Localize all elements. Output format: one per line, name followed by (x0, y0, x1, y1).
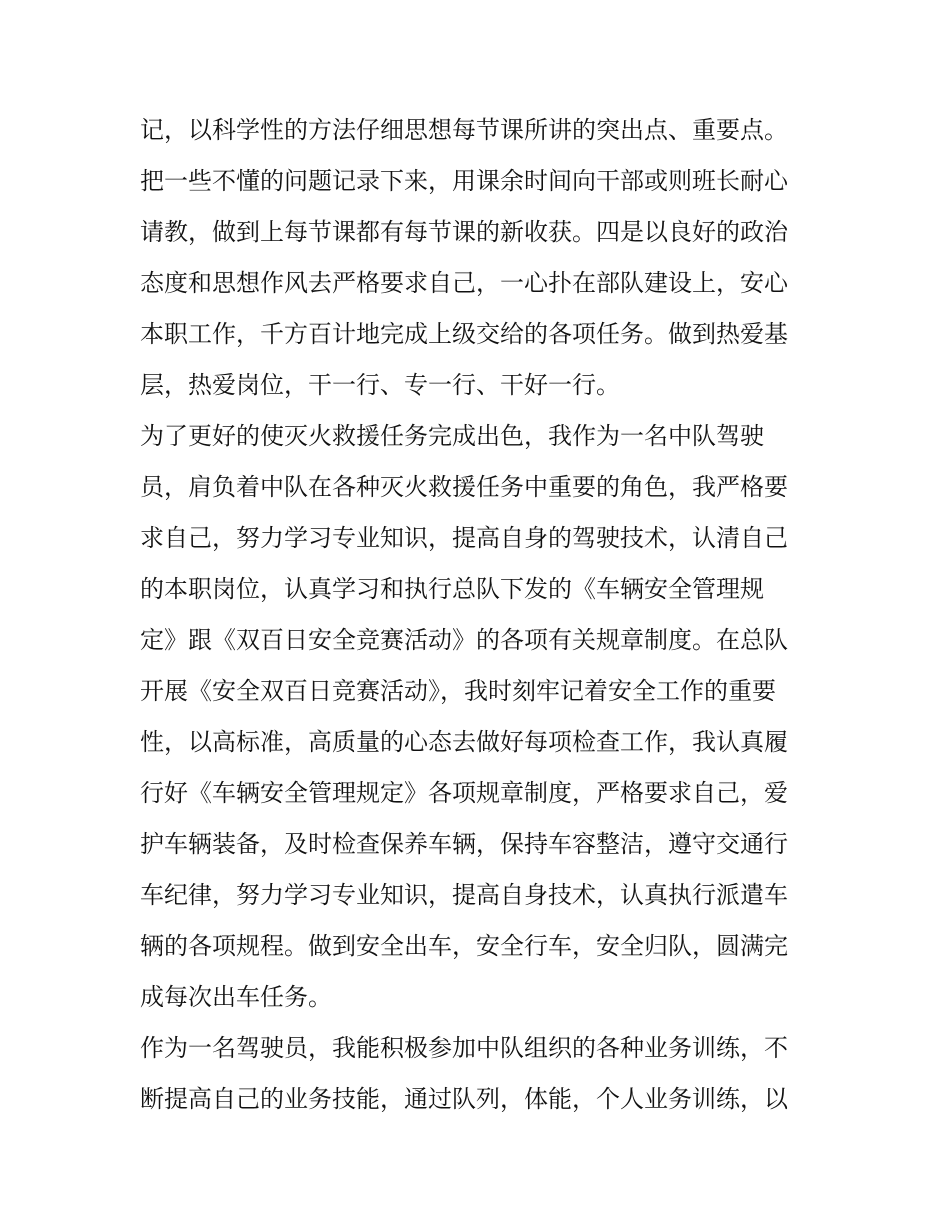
text-line: 断提高自己的业务技能，通过队列，体能，个人业务训练，以 (140, 1085, 788, 1113)
text-line: 辆的各项规程。做到安全出车，安全行车，安全归队，圆满完 (140, 932, 788, 960)
text-line: 层，热爱岗位，干一行、专一行、干好一行。 (140, 371, 620, 399)
text-line: 作为一名驾驶员，我能积极参加中队组织的各种业务训练，不 (140, 1034, 788, 1062)
body-text (140, 105, 820, 1125)
text-line: 行好《车辆安全管理规定》各项规章制度，严格要求自己，爱 (140, 779, 788, 807)
text-line: 车纪律，努力学习专业知识，提高自身技术，认真执行派遣车 (140, 881, 788, 909)
text-line: 护车辆装备，及时检查保养车辆，保持车容整洁，遵守交通行 (140, 830, 788, 858)
text-line: 求自己，努力学习专业知识，提高自身的驾驶技术，认清自己 (140, 524, 788, 552)
text-line: 态度和思想作风去严格要求自己，一心扑在部队建设上，安心 (140, 269, 788, 297)
text-line: 成每次出车任务。 (140, 983, 332, 1011)
text-line: 的本职岗位，认真学习和执行总队下发的《车辆安全管理规 (140, 575, 764, 603)
text-line: 性，以高标准，高质量的心态去做好每项检查工作，我认真履 (140, 728, 788, 756)
text-line: 本职工作，千方百计地完成上级交给的各项任务。做到热爱基 (140, 320, 788, 348)
text-line: 定》跟《双百日安全竞赛活动》的各项有关规章制度。在总队 (140, 626, 788, 654)
text-line: 员，肩负着中队在各种灭火救援任务中重要的角色，我严格要 (140, 473, 788, 501)
text-line: 把一些不懂的问题记录下来，用课余时间向干部或则班长耐心 (140, 167, 788, 195)
text-line: 记，以科学性的方法仔细思想每节课所讲的突出点、重要点。 (140, 116, 788, 144)
text-line: 开展《安全双百日竞赛活动》，我时刻牢记着安全工作的重要 (140, 677, 776, 705)
text-line: 请教，做到上每节课都有每节课的新收获。四是以良好的政治 (140, 218, 788, 246)
text-line: 为了更好的使灭火救援任务完成出色，我作为一名中队驾驶 (140, 422, 764, 450)
